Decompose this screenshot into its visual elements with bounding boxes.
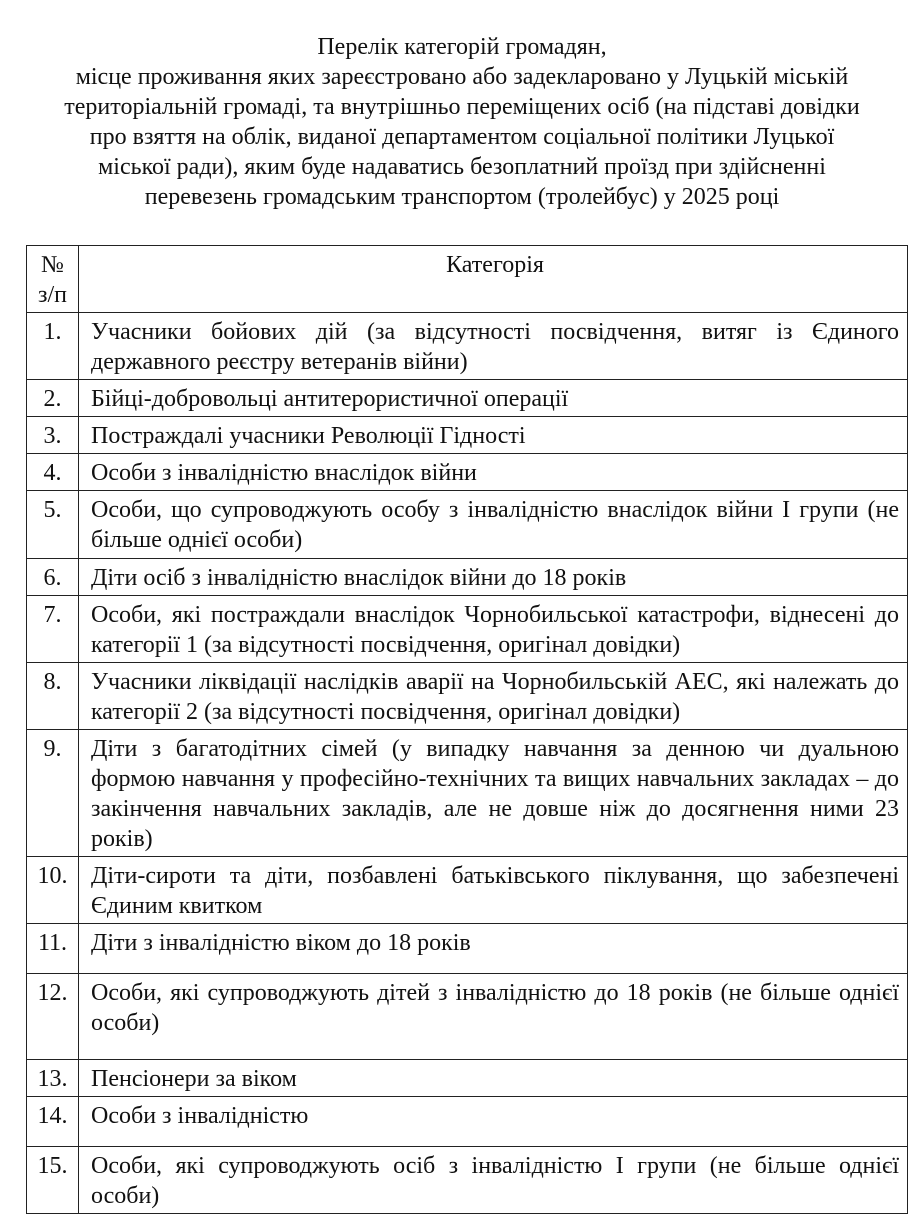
table-row <box>27 454 908 491</box>
table-row <box>27 417 908 454</box>
table-row <box>27 1097 908 1147</box>
title-line: місце проживання яких зареєстровано або задекларовано у Луцькій міській <box>75 64 849 90</box>
table-row <box>27 596 908 663</box>
header-number-sign: № <box>41 252 64 278</box>
row-category-text: Постраждалі учасники Революції Гідності <box>79 417 908 454</box>
row-number: 1. <box>27 313 79 380</box>
table-row <box>27 730 908 857</box>
row-category-text: Діти з багатодітних сімей (у випадку навчання за денною чи дуальною формою навчання у професійно-технічних та вищих навчальних закладах – до закінчення навчальних закладів, але не довше ніж до досягнення ними 23 років) <box>79 730 908 857</box>
title-line: про взяття на облік, виданої департаментом соціальної політики Луцької <box>89 124 835 150</box>
row-number: 6. <box>27 559 79 596</box>
table-row <box>27 1060 908 1097</box>
table-row <box>27 663 908 730</box>
row-category-text: Діти осіб з інвалідністю внаслідок війни до 18 років <box>79 559 908 596</box>
title-line: територіальній громаді, та внутрішньо переміщених осіб (на підставі довідки <box>64 94 860 120</box>
row-number: 9. <box>27 730 79 857</box>
title-line: перевезень громадським транспортом (тролейбус) у 2025 році <box>144 184 780 210</box>
table-row <box>27 559 908 596</box>
header-category-cell: Категорія <box>79 246 908 313</box>
row-number: 14. <box>27 1097 79 1147</box>
row-number: 7. <box>27 596 79 663</box>
row-category-text: Особи, які супроводжують дітей з інвалідністю до 18 років (не більше однієї особи) <box>79 974 908 1060</box>
row-number: 11. <box>27 924 79 974</box>
row-category-text: Бійці-добровольці антитерористичної операції <box>79 380 908 417</box>
row-number: 3. <box>27 417 79 454</box>
header-number-abbr: з/п <box>38 282 67 308</box>
row-category-text: Особи з інвалідністю <box>79 1097 908 1147</box>
table-header-row <box>27 246 908 313</box>
row-category-text: Діти з інвалідністю віком до 18 років <box>79 924 908 974</box>
row-number: 2. <box>27 380 79 417</box>
row-category-text: Особи, які постраждали внаслідок Чорнобильської катастрофи, віднесені до категорії 1 (за відсутності посвідчення, оригінал довідки) <box>79 596 908 663</box>
categories-table <box>26 245 908 1214</box>
table-row <box>27 924 908 974</box>
row-number: 13. <box>27 1060 79 1097</box>
row-number: 10. <box>27 857 79 924</box>
title-line: Перелік категорій громадян, <box>317 34 607 60</box>
row-category-text: Пенсіонери за віком <box>79 1060 908 1097</box>
table-row <box>27 313 908 380</box>
row-category-text: Учасники бойових дій (за відсутності посвідчення, витяг із Єдиного державного реєстру ветеранів війни) <box>79 313 908 380</box>
row-number: 8. <box>27 663 79 730</box>
row-number: 15. <box>27 1147 79 1214</box>
table-row <box>27 380 908 417</box>
row-category-text: Учасники ліквідації наслідків аварії на Чорнобильській АЕС, які належать до категорії 2 (за відсутності посвідчення, оригінал довідки) <box>79 663 908 730</box>
row-number: 12. <box>27 974 79 1060</box>
row-category-text: Особи з інвалідністю внаслідок війни <box>79 454 908 491</box>
table-row <box>27 857 908 924</box>
row-number: 5. <box>27 491 79 559</box>
table-row <box>27 1147 908 1214</box>
table-row <box>27 491 908 559</box>
document-title <box>6 32 918 212</box>
row-category-text: Діти-сироти та діти, позбавлені батьківського піклування, що забезпечені Єдиним квитком <box>79 857 908 924</box>
row-category-text: Особи, які супроводжують осіб з інвалідністю І групи (не більше однієї особи) <box>79 1147 908 1214</box>
header-number-cell <box>27 246 79 313</box>
title-line: міської ради), яким буде надаватись безоплатний проїзд при здійсненні <box>98 154 826 180</box>
row-number: 4. <box>27 454 79 491</box>
row-category-text: Особи, що супроводжують особу з інвалідністю внаслідок війни І групи (не більше однієї особи) <box>79 491 908 559</box>
table-row <box>27 974 908 1060</box>
